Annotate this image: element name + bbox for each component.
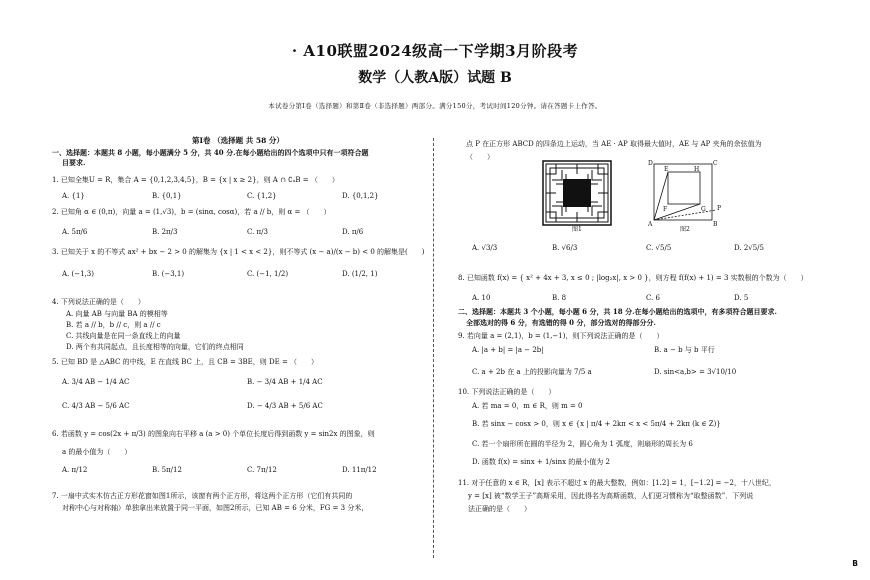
figure-1-caption: 图1 <box>572 226 582 233</box>
q6-option-b: B. 5π/12 <box>152 466 182 474</box>
question-7-cont2: 点 P 在正方形 ABCD 的四条边上运动，当 AE · AP 取得最大值时，AE 与 AP 夹角的余弦值为 <box>466 140 762 148</box>
question-1: 1. 已知全集U = R，集合 A = {0,1,2,3,4,5}，B = {x | x ≥ 2}，则 A ∩ ∁ᵤB = （ ） <box>52 176 339 184</box>
question-11-cont2: 法正确的是（ ） <box>468 505 531 513</box>
figure-2-caption: 图2 <box>680 226 690 233</box>
q7-option-d: D. 2√5/5 <box>734 244 764 252</box>
part2-instructions: 二、选择题：本题共 3 个小题，每小题 6 分，共 18 分.在每小题给出的选项中，有多项符合题目要求. <box>458 307 777 316</box>
q9-option-b: B. a − b 与 b 平行 <box>654 346 715 354</box>
part1-instructions-cont: 目要求. <box>62 158 86 167</box>
q7-option-b: B. √6/3 <box>552 244 578 252</box>
q2-option-d: D. π/6 <box>342 228 364 236</box>
question-7-cont3: （ ） <box>466 153 494 161</box>
exam-note: 本试卷分第Ⅰ卷（选择题）和第Ⅱ卷（非选择题）两部分。满分150分，考试时间120分钟。请在答题卡上作答。 <box>268 102 602 110</box>
figure-2-squares <box>646 158 726 228</box>
label-p: P <box>717 205 722 212</box>
question-9: 9. 若向量 a = (2,1)，b = (1,−1)，则下列说法正确的是（ ） <box>458 332 664 340</box>
part2-instructions-cont: 全部选对的得 6 分，有选错的得 0 分，部分选对的得部分分. <box>466 318 656 327</box>
question-7: 7. 一扇中式实木仿古正方形花窗如图1所示，该窗有两个正方形，将这两个正方形（它们有共同的 <box>52 492 353 500</box>
question-6: 6. 若函数 y = cos(2x + π/3) 的图象向右平移 a (a > 0) 个单位长度后得到函数 y = sin2x 的图象，则 <box>52 430 375 438</box>
exam-title: · A10联盟2024级高一下学期3月阶段考 <box>291 42 579 60</box>
q4-option-d: D. 两个有共同起点，且长度相等的向量，它们的终点相同 <box>66 343 244 351</box>
question-11: 11. 对于任意的 x ∈ R，[x] 表示不超过 x 的最大整数，例如：[1.2] = 1，[−1.2] = −2，十八世纪， <box>458 479 776 487</box>
question-10: 10. 下列说法正确的是（ ） <box>458 388 556 396</box>
column-divider <box>433 138 434 558</box>
q3-option-a: A. (−1,3) <box>62 270 94 278</box>
q6-option-d: D. 11π/12 <box>342 466 377 474</box>
q10-option-b: B. 若 sinx − cosx > 0，则 x ∈ {x | π/4 + 2kπ < x < 5π/4 + 2kπ (k ∈ Z)} <box>472 420 721 428</box>
q3-option-d: D. (1/2, 1) <box>342 270 378 278</box>
q9-option-a: A. |a + b| = |a − 2b| <box>472 346 544 354</box>
page-mark: B <box>852 559 858 568</box>
label-d: D <box>648 160 653 167</box>
figure-1-window <box>542 160 612 226</box>
q5-option-b: B. − 3/4 AB + 1/4 AC <box>247 378 323 386</box>
q9-option-d: D. sin<a,b> = 3√10/10 <box>654 368 737 376</box>
q4-option-a: A. 向量 AB 与向量 BA 的模相等 <box>66 310 168 318</box>
q10-option-c: C. 若一个扇形所在圆的半径为 2，圆心角为 1 弧度，则扇形的周长为 6 <box>472 440 693 448</box>
label-e: E <box>664 166 669 173</box>
label-f: F <box>663 206 668 213</box>
q4-option-c: C. 共线向量是在同一条直线上的向量 <box>66 332 181 340</box>
q3-option-c: C. (−1, 1/2) <box>247 270 289 278</box>
label-h: H <box>694 166 700 173</box>
q1-option-d: D. {0,1,2} <box>342 192 379 200</box>
label-b: B <box>713 221 718 228</box>
q7-option-a: A. √3/3 <box>472 244 498 252</box>
question-4: 4. 下列说法正确的是（ ） <box>52 298 145 306</box>
label-g: G <box>701 206 706 213</box>
q5-option-a: A. 3/4 AB − 1/4 AC <box>62 378 130 386</box>
q6-option-c: C. 7π/12 <box>247 466 277 474</box>
q6-option-a: A. π/12 <box>62 466 88 474</box>
q2-option-b: B. 2π/3 <box>152 228 178 236</box>
q2-option-c: C. π/3 <box>247 228 268 236</box>
q8-option-a: A. 10 <box>472 294 491 302</box>
question-11-cont: y = [x] 被“数学王子”高斯采用，因此得名为高斯函数，人们更习惯称为“取整函数”．下列说 <box>468 492 754 500</box>
q9-option-c: C. a + 2b 在 a 上的投影向量为 7/5 a <box>472 368 592 376</box>
q5-option-c: C. 4/3 AB − 5/6 AC <box>62 402 130 410</box>
q1-option-b: B. {0,1} <box>152 192 182 200</box>
label-a: A <box>648 221 653 228</box>
part1-instructions: 一、选择题：本题共 8 小题，每小题满分 5 分，共 40 分.在每小题给出的四个选项中只有一项符合题 <box>52 148 369 157</box>
q1-option-a: A. {1} <box>62 192 85 200</box>
q8-option-d: D. 5 <box>734 294 749 302</box>
question-3: 3. 已知关于 x 的不等式 ax² + bx − 2 > 0 的解集为 {x | 1 < x < 2}，则不等式 (x − a)/(x − b) < 0 的解集是( ) <box>52 248 425 256</box>
question-8: 8. 已知函数 f(x) = { x² + 4x + 3, x ≤ 0 ; |log₂x|, x > 0 }，则方程 f(f(x) + 1) = 3 实数根的个数为（ ） <box>458 274 808 282</box>
question-6-cont: a 的最小值为（ ） <box>62 448 132 456</box>
q1-option-c: C. {1,2} <box>247 192 277 200</box>
q5-option-d: D. − 4/3 AB + 5/6 AC <box>247 402 323 410</box>
q3-option-b: B. (−3,1) <box>152 270 185 278</box>
q10-option-a: A. 若 ma = 0，m ∈ R，则 m = 0 <box>472 402 583 410</box>
label-c: C <box>713 160 718 167</box>
question-5: 5. 已知 BD 是 △ABC 的中线，E 在直线 BC 上，且 CB = 3BE，则 DE = （ ） <box>52 358 319 366</box>
question-7-cont: 对称中心与对称轴）单独拿出来放置于同一平面，如图2所示，已知 AB = 6 分米，FG = 3 分米， <box>62 504 369 512</box>
exam-subtitle: 数学（人教A版）试题 B <box>358 70 512 86</box>
q7-option-c: C. √5/5 <box>646 244 672 252</box>
q4-option-b: B. 若 a // b，b // c，则 a // c <box>66 321 161 329</box>
section-heading: 第Ⅰ卷 （选择题 共 58 分） <box>192 136 284 145</box>
q2-option-a: A. 5π/6 <box>62 228 88 236</box>
q8-option-b: B. 8 <box>552 294 567 302</box>
q10-option-d: D. 函数 f(x) = sinx + 1/sinx 的最小值为 2 <box>472 458 610 466</box>
q8-option-c: C. 6 <box>646 294 661 302</box>
question-2: 2. 已知角 α ∈ (0,π)，向量 a = (1,√3)，b = (sinα, cosα)，若 a // b，则 α = （ ） <box>52 208 331 216</box>
